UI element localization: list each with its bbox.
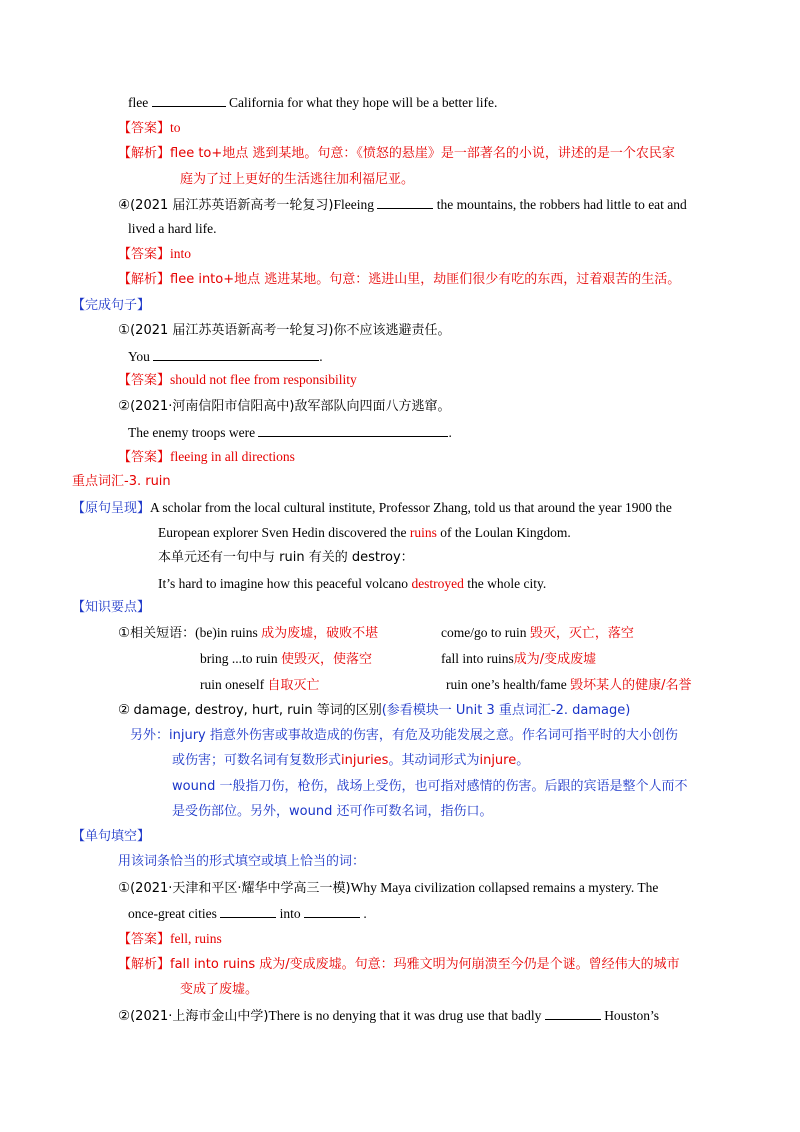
also-line1: 另外：injury 指意外伤害或事故造成的伤害，有危及功能发展之意。作名词可指平时的大小创伤 <box>130 728 678 743</box>
also-line3: wound 一般指刀伤，枪伤，战场上受伤，也可指对感情的伤害。后跟的宾语是整个人而不 <box>172 779 688 794</box>
stem-text: Fleeing <box>333 197 374 212</box>
vocab-heading: 重点词汇-3. ruin <box>72 474 171 489</box>
sentence-text: European explorer Sven Hedin discovered the <box>158 525 407 540</box>
question-source: (2021·天津和平区·耀华中学高三一模) <box>130 881 351 896</box>
original-sentence-line2 <box>158 523 571 543</box>
stem-text: . <box>319 349 323 364</box>
highlight-word: destroyed <box>411 576 464 591</box>
complete-s2-stem <box>128 422 452 443</box>
q-prev-answer <box>118 118 181 139</box>
explanation-text: flee to+地点 逃到某地。句意：《愤怒的悬崖》是一部著名的小说，讲述的是一个农民家 <box>170 146 675 161</box>
sentence-text: A scholar from the local cultural institute, Professor Zhang, told us that around the year 1900 the <box>150 500 672 515</box>
highlight-word: injuries <box>341 753 389 768</box>
fill-q1-stem <box>118 878 658 899</box>
sentence-text: It’s hard to imagine how this peaceful volcano <box>158 576 409 591</box>
answer-tag: 【答案】 <box>118 932 171 947</box>
kp2-line <box>118 700 630 721</box>
stem-text: once-great cities <box>128 906 217 921</box>
stem-text: You <box>128 349 150 364</box>
phrase-en: fall into ruins <box>441 651 514 666</box>
phrase-row-1b <box>441 623 634 644</box>
stem-text: Houston’s <box>604 1008 659 1023</box>
answer-blank[interactable] <box>152 92 226 107</box>
answer-blank[interactable] <box>220 903 276 918</box>
explanation-tag: 【解析】 <box>118 146 171 161</box>
phrase-cn: 毁坏某人的健康/名誉 <box>570 678 692 693</box>
sentence-text: the whole city. <box>467 576 547 591</box>
question-number: ② <box>118 398 131 413</box>
point-reference[interactable]: (参看模块一 Unit 3 重点词汇-2. damage) <box>381 703 631 718</box>
stem-text: The enemy troops were <box>128 425 256 440</box>
phrase-cn: 自取灭亡 <box>267 678 320 693</box>
phrase-row-3b <box>446 675 691 696</box>
phrase-cn: 毁灭，灭亡，落空 <box>529 626 634 641</box>
question-source: (2021 届江苏英语新高考一轮复习) <box>130 198 334 213</box>
fill-q1-explanation-cont: 变成了废墟。 <box>180 982 259 997</box>
point-number: ① <box>118 625 131 640</box>
q4-stem <box>118 194 687 216</box>
explanation-text: flee into+地点 逃进某地。句意：逃进山里，劫匪们很少有吃的东西，过着艰苦的生活。 <box>170 272 681 287</box>
fill-q1-explanation <box>118 955 680 975</box>
phrase-row-1 <box>118 623 378 644</box>
answer-blank[interactable] <box>153 346 319 361</box>
question-number: ④ <box>118 197 131 212</box>
stem-text: . <box>448 425 452 440</box>
explanation-tag: 【解析】 <box>118 957 171 972</box>
stem-text: California for what they hope will be a better life. <box>228 95 498 110</box>
phrase-label: 相关短语： <box>130 626 196 641</box>
q-prev-explanation-cont: 庭为了过上更好的生活逃往加利福尼亚。 <box>180 172 415 187</box>
original-tag: 【原句呈现】 <box>72 501 151 516</box>
also-line4: 是受伤部位。另外，wound 还可作可数名词，指伤口。 <box>172 804 493 819</box>
question-number: ① <box>118 880 131 895</box>
point-text: damage, destroy, hurt, ruin 等词的区别 <box>133 703 382 718</box>
explanation-tag: 【解析】 <box>118 272 171 287</box>
section-heading-complete: 【完成句子】 <box>72 298 151 313</box>
original-sentence-destroy <box>158 574 546 594</box>
complete-s1-prompt <box>118 320 451 341</box>
question-number: ① <box>118 322 131 337</box>
fill-q1-answer <box>118 929 222 950</box>
question-source: (2021 届江苏英语新高考一轮复习) <box>130 323 334 338</box>
also-text: 。 <box>516 753 530 768</box>
question-source: (2021·上海市金山中学) <box>130 1009 269 1024</box>
chinese-sentence: 你不应该逃避责任。 <box>333 323 451 338</box>
highlight-word: injure <box>479 753 517 768</box>
chinese-sentence: 敌军部队向四面八方逃窜。 <box>294 399 451 414</box>
answer-tag: 【答案】 <box>118 247 171 262</box>
phrase-en: ruin oneself <box>200 677 265 692</box>
answer-tag: 【答案】 <box>118 373 171 388</box>
answer-tag: 【答案】 <box>118 121 171 136</box>
answer-text: fleeing in all directions <box>170 449 295 464</box>
stem-text: into <box>279 906 301 921</box>
original-sentence-line1 <box>72 498 672 519</box>
q4-stem-cont: lived a hard life. <box>128 221 217 236</box>
question-number: ② <box>118 1008 131 1023</box>
fill-instructions: 用该词条恰当的形式填空或填上恰当的词： <box>118 854 366 869</box>
phrase-row-2 <box>200 649 372 670</box>
phrase-en: bring ...to ruin <box>200 651 278 666</box>
complete-s1-stem <box>128 346 323 367</box>
complete-s1-answer <box>118 370 357 391</box>
q-prev-stem <box>128 92 497 113</box>
phrase-en: come/go to ruin <box>441 625 527 640</box>
phrase-cn: 成为废墟，破败不堪 <box>261 626 379 641</box>
stem-text: . <box>363 906 367 921</box>
also-text: 或伤害；可数名词有复数形式 <box>172 753 342 768</box>
answer-blank[interactable] <box>258 422 448 437</box>
stem-text: There is no denying that it was drug use that badly <box>268 1008 542 1023</box>
answer-blank[interactable] <box>545 1005 601 1020</box>
answer-text: fell, ruins <box>170 931 222 946</box>
stem-text: Why Maya civilization collapsed remains a mystery. The <box>350 880 659 895</box>
answer-text: should not flee from responsibility <box>170 372 357 387</box>
stem-text: the mountains, the robbers had little to eat and <box>436 197 687 212</box>
q4-explanation <box>118 270 680 290</box>
complete-s2-answer <box>118 447 295 468</box>
answer-tag: 【答案】 <box>118 450 171 465</box>
answer-blank[interactable] <box>304 903 360 918</box>
answer-text: into <box>170 246 192 261</box>
complete-s2-prompt <box>118 396 451 417</box>
fill-q2-stem <box>118 1005 659 1027</box>
phrase-cn: 成为/变成废墟 <box>513 652 597 667</box>
highlight-word: ruins <box>409 525 437 540</box>
also-text: 。其动词形式为 <box>388 753 480 768</box>
q-prev-explanation <box>118 144 675 164</box>
point-number: ② <box>118 702 131 717</box>
phrase-row-2b <box>441 649 596 670</box>
fill-q1-stem-cont <box>128 903 367 924</box>
explanation-text: fall into ruins 成为/变成废墟。句意：玛雅文明为何崩溃至今仍是个谜。曾经伟大的城市 <box>170 957 680 972</box>
original-note: 本单元还有一句中与 ruin 有关的 destroy： <box>158 550 414 565</box>
phrase-row-3 <box>200 675 320 696</box>
answer-text: to <box>170 120 181 135</box>
sentence-text: of the Loulan Kingdom. <box>440 525 571 540</box>
phrase-cn: 使毁灭，使落空 <box>281 652 373 667</box>
knowledge-heading: 【知识要点】 <box>72 600 151 615</box>
answer-blank[interactable] <box>377 194 433 209</box>
question-source: (2021·河南信阳市信阳高中) <box>130 399 295 414</box>
q4-answer <box>118 244 191 265</box>
stem-text: flee <box>128 95 149 110</box>
phrase-en: ruin one’s health/fame <box>446 677 567 692</box>
also-line2 <box>172 751 529 771</box>
phrase-en: (be)in ruins <box>195 625 258 640</box>
section-heading-fill: 【单句填空】 <box>72 829 151 844</box>
